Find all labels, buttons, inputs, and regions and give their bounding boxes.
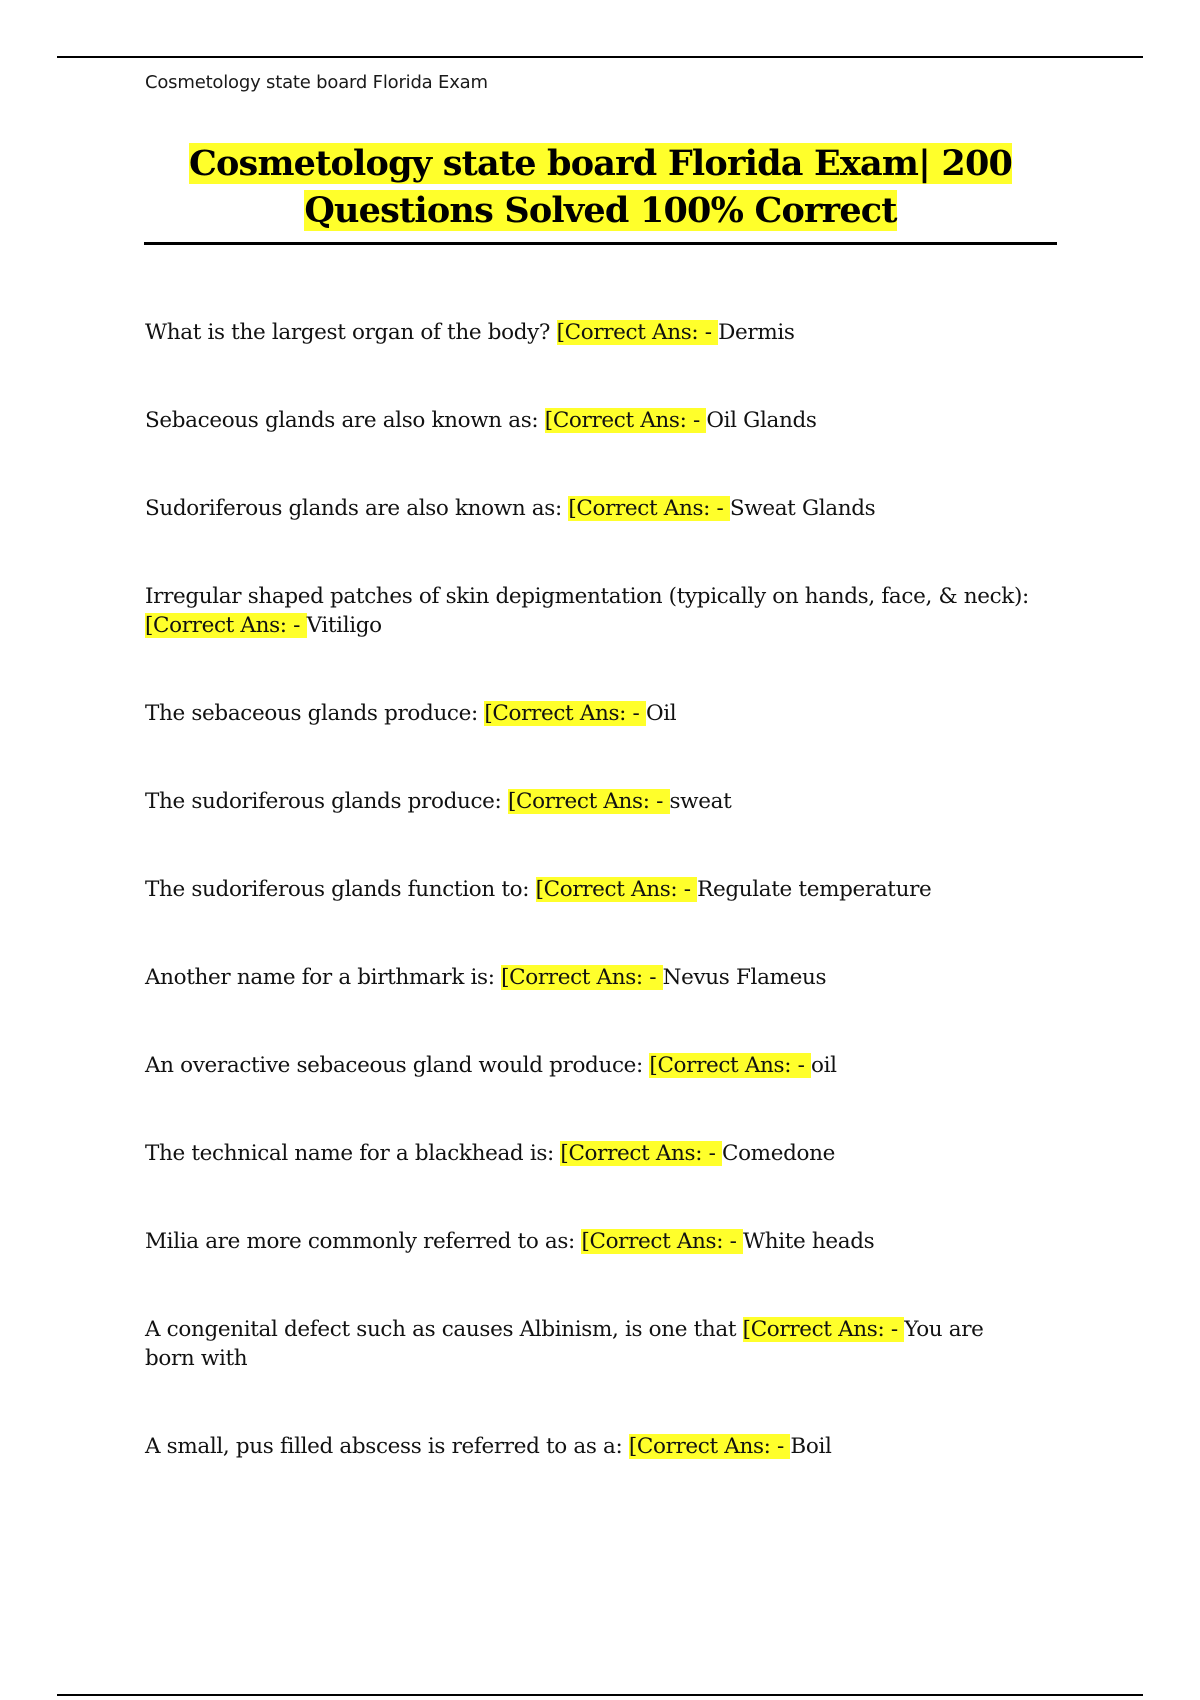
question-text: Irregular shaped patches of skin depigmentation (typically on hands, face, & neck): <box>145 584 1029 609</box>
question-text: A small, pus filled abscess is referred to as a: <box>145 1434 629 1459</box>
answer-text: Vitiligo <box>306 613 382 638</box>
bottom-page-rule <box>57 1694 1143 1696</box>
answer-text: Comedone <box>721 1141 835 1166</box>
question-item <box>145 787 1060 816</box>
correct-answer-tag: [Correct Ans: - <box>501 965 663 990</box>
correct-answer-tag: [Correct Ans: - <box>145 613 307 638</box>
question-item <box>145 1315 1015 1373</box>
question-item <box>145 1051 1060 1080</box>
answer-text: Sweat Glands <box>729 496 876 521</box>
question-text: Another name for a birthmark is: <box>145 965 502 990</box>
answer-text: Boil <box>790 1434 832 1459</box>
question-item <box>145 582 1060 640</box>
top-page-rule <box>57 56 1143 58</box>
correct-answer-tag: [Correct Ans: - <box>560 1141 722 1166</box>
question-text: The sudoriferous glands produce: <box>145 789 508 814</box>
question-text: The sudoriferous glands function to: <box>145 877 536 902</box>
answer-text: Regulate temperature <box>697 877 932 902</box>
question-text: Sudoriferous glands are also known as: <box>145 496 569 521</box>
question-text: The sebaceous glands produce: <box>145 701 485 726</box>
title-line-1 <box>144 140 1057 187</box>
question-item <box>145 318 1060 347</box>
answer-text: Oil <box>645 701 677 726</box>
question-text: Milia are more commonly referred to as: <box>145 1229 582 1254</box>
answer-text: oil <box>810 1053 837 1078</box>
title-line-1-text: Cosmetology state board Florida Exam| 200 <box>188 143 1013 184</box>
correct-answer-tag: [Correct Ans: - <box>628 1434 791 1459</box>
running-header: Cosmetology state board Florida Exam <box>145 72 488 93</box>
document-title <box>144 140 1057 245</box>
question-item <box>145 699 1060 728</box>
question-text: An overactive sebaceous gland would produce: <box>145 1053 650 1078</box>
correct-answer-tag: [Correct Ans: - <box>507 789 670 814</box>
answer-text: Oil Glands <box>706 408 817 433</box>
question-text: Sebaceous glands are also known as: <box>145 408 545 433</box>
question-item <box>145 406 1060 435</box>
answer-text: Dermis <box>718 320 795 345</box>
question-list <box>145 318 1060 1461</box>
question-item <box>145 1227 1060 1256</box>
answer-text: Nevus Flameus <box>662 965 827 990</box>
answer-text: White heads <box>743 1229 875 1254</box>
answer-text: You are born with <box>145 1317 984 1371</box>
question-item <box>145 1432 1060 1461</box>
title-line-2-text: Questions Solved 100% Correct <box>304 190 897 231</box>
title-line-2 <box>144 187 1057 234</box>
question-item <box>145 1139 1060 1168</box>
correct-answer-tag: [Correct Ans: - <box>581 1229 743 1254</box>
correct-answer-tag: [Correct Ans: - <box>649 1053 811 1078</box>
correct-answer-tag: [Correct Ans: - <box>544 408 707 433</box>
question-item <box>145 875 1060 904</box>
question-text: The technical name for a blackhead is: <box>145 1141 561 1166</box>
correct-answer-tag: [Correct Ans: - <box>556 320 719 345</box>
correct-answer-tag: [Correct Ans: - <box>568 496 730 521</box>
question-item <box>145 963 1060 992</box>
question-item <box>145 494 1060 523</box>
correct-answer-tag: [Correct Ans: - <box>535 877 698 902</box>
answer-text: sweat <box>669 789 732 814</box>
question-text: A congenital defect such as causes Albinism, is one that <box>145 1317 743 1342</box>
correct-answer-tag: [Correct Ans: - <box>484 701 646 726</box>
question-text: What is the largest organ of the body? <box>145 320 557 345</box>
correct-answer-tag: [Correct Ans: - <box>742 1317 905 1342</box>
